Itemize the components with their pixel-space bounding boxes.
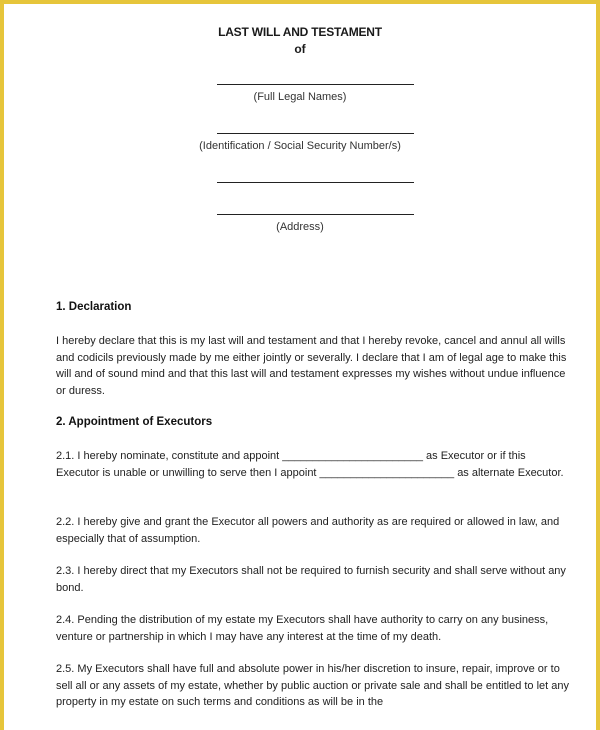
address-line-2: [217, 214, 414, 215]
executors-paragraph-2-1: 2.1. I hereby nominate, constitute and appoint _______________________ as Executor or if this Executor is unable or unwilling to serve then I appoint ______________________ as alternate Executor.: [56, 450, 564, 479]
document-title: LAST WILL AND TESTAMENT: [218, 25, 382, 39]
identification-line: [217, 133, 414, 134]
identification-caption: (Identification / Social Security Number/s): [199, 140, 401, 152]
executors-heading: 2. Appointment of Executors: [56, 416, 213, 428]
executors-paragraph-2-5: 2.5. My Executors shall have full and absolute power in his/her discretion to insure, repair, improve or to sell all or any assets of my estate, whether by public auction or private sale and shall be entitled to let any property in my estate on such terms and conditions as will be in the: [56, 663, 570, 709]
address-caption: (Address): [276, 221, 324, 233]
executors-paragraph-2-3: 2.3. I hereby direct that my Executors shall not be required to furnish security and shall serve without any bond.: [56, 565, 566, 594]
executors-paragraph-2-4: 2.4. Pending the distribution of my estate my Executors shall have authority to carry on any business, venture or partnership in which I may have any interest at the time of my death.: [56, 614, 549, 643]
declaration-heading: 1. Declaration: [56, 301, 132, 313]
full-legal-names-caption: (Full Legal Names): [253, 91, 347, 103]
executors-paragraph-2-2: 2.2. I hereby give and grant the Executor all powers and authority as are required or allowed in law, and especially that of assumption.: [56, 516, 560, 545]
address-line-1: [217, 182, 414, 183]
declaration-paragraph: I hereby declare that this is my last will and testament and that I hereby revoke, cancel and annul all wills and codicils previously made by me either jointly or severally. I declare that I am of legal age to make this will and of sound mind and that this last will and testament expresses my wishes without undue influence or duress.: [56, 335, 567, 397]
full-legal-names-line: [217, 84, 414, 85]
document-title-of: of: [294, 42, 306, 56]
